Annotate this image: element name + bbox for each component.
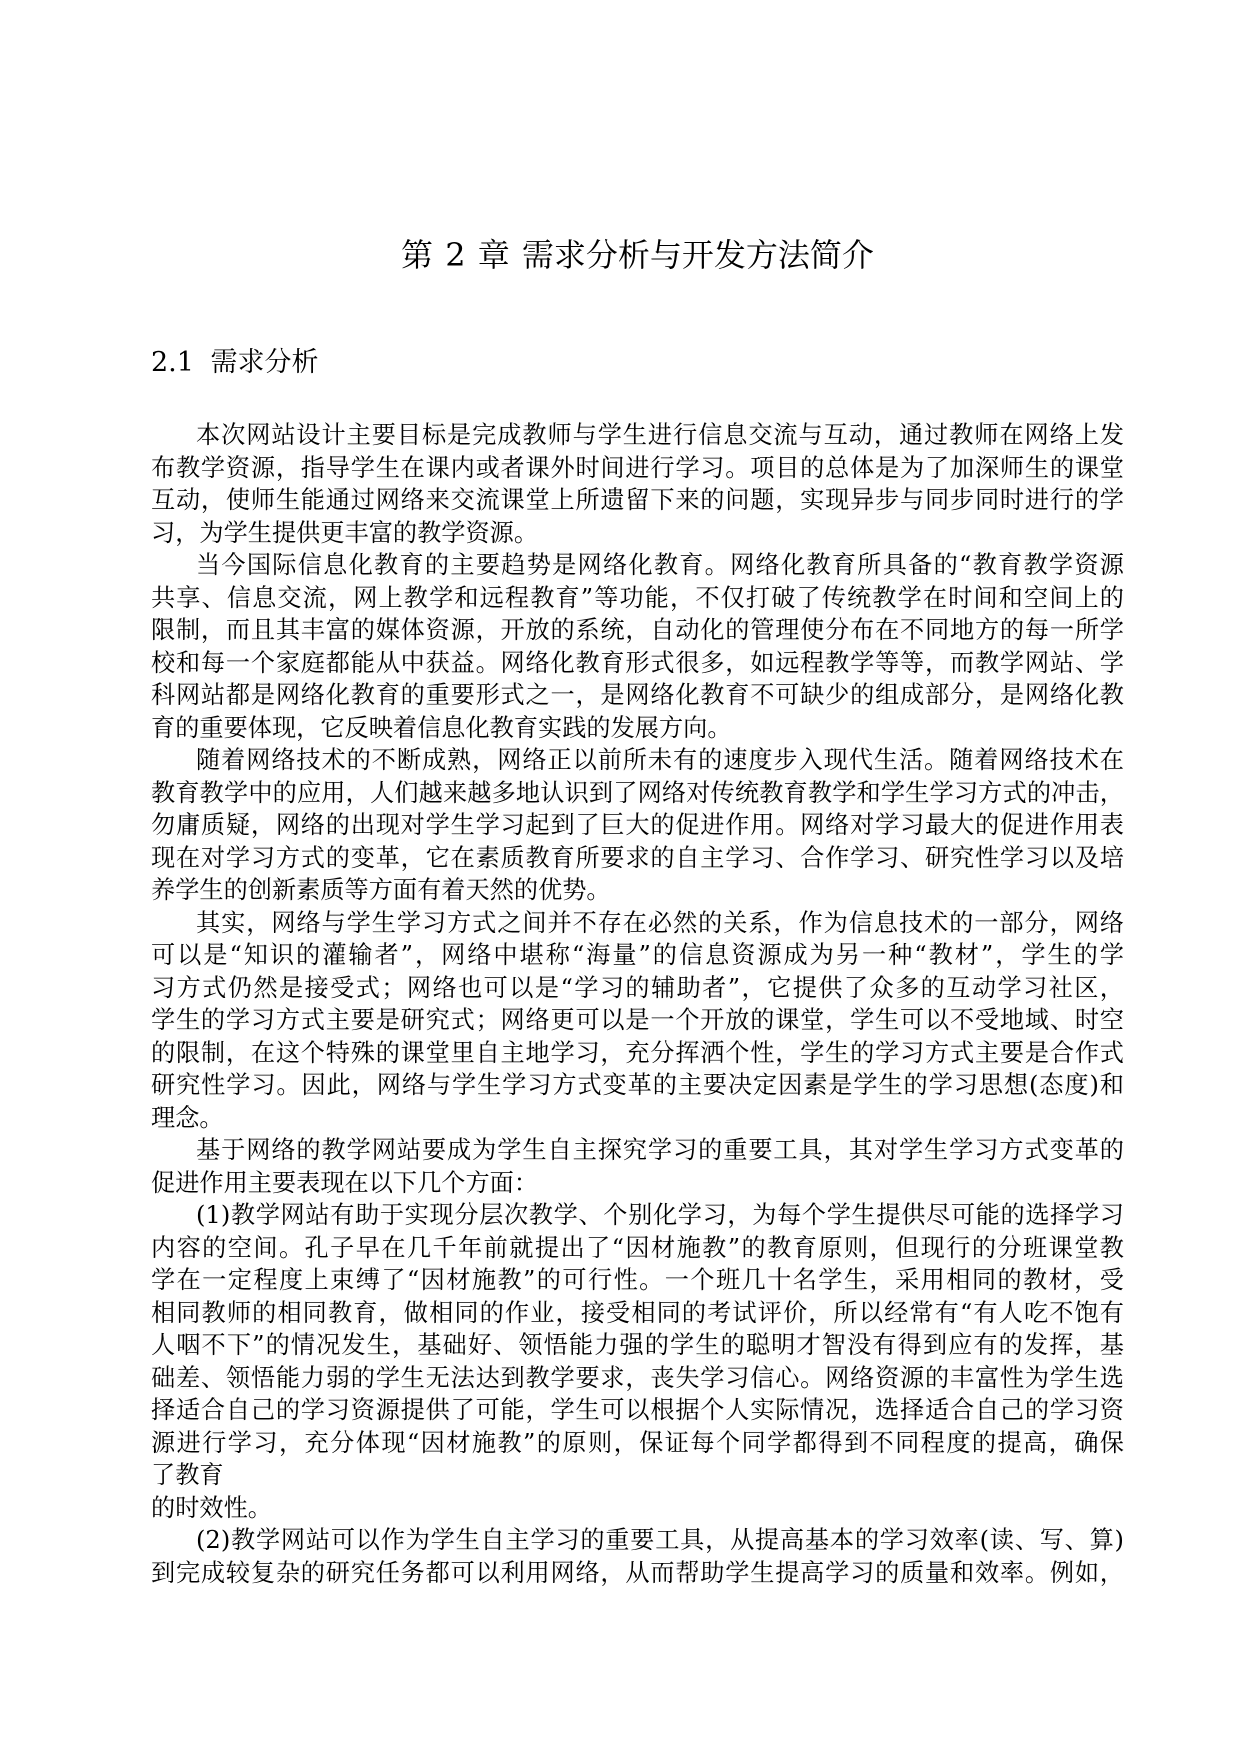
paragraph-line: 校和每一个家庭都能从中获益。网络化教育形式很多，如远程教学等等，而教学网站、学: [151, 648, 1124, 677]
paragraph-line: 本次网站设计主要目标是完成教师与学生进行信息交流与互动，通过教师在网络上发: [196, 421, 1124, 449]
paragraph-line: 当今国际信息化教育的主要趋势是网络化教育。网络化教育所具备的“教育教学资源: [196, 551, 1124, 579]
section-heading: 2.1 需求分析: [151, 347, 319, 378]
paragraph-line: 学在一定程度上束缚了“因材施教”的可行性。一个班几十名学生，采用相同的教材，受: [151, 1266, 1124, 1294]
paragraph-line: 可以是“知识的灌输者”，网络中堪称“海量”的信息资源成为另一种“教材”，学生的学: [151, 941, 1124, 969]
paragraph-line: 源进行学习，充分体现“因材施教”的原则，保证每个同学都得到不同程度的提高，确保: [151, 1428, 1124, 1457]
paragraph-line: (1)教学网站有助于实现分层次教学、个别化学习，为每个学生提供尽可能的选择学习: [196, 1201, 1124, 1229]
paragraph: [151, 419, 1124, 549]
paragraph-line: 勿庸质疑，网络的出现对学生学习起到了巨大的促进作用。网络对学习最大的促进作用表: [151, 811, 1124, 839]
paragraph-line: (2)教学网站可以作为学生自主学习的重要工具，从提高基本的学习效率(读、写、算): [196, 1526, 1124, 1554]
paragraph-line: 人咽不下”的情况发生，基础好、领悟能力强的学生的聪明才智没有得到应有的发挥，基: [151, 1331, 1124, 1359]
paragraph-line: 促进作用主要表现在以下几个方面：: [151, 1168, 539, 1197]
paragraph-line: 础差、领悟能力弱的学生无法达到教学要求，丧失学习信心。网络资源的丰富性为学生选: [151, 1363, 1124, 1392]
paragraph: [151, 1524, 1124, 1589]
paragraph-line: 的时效性。: [151, 1493, 272, 1522]
paragraph-line: 到完成较复杂的研究任务都可以利用网络，从而帮助学生提高学习的质量和效率。例如，: [151, 1558, 1124, 1587]
paragraph-line: 现在对学习方式的变革，它在素质教育所要求的自主学习、合作学习、研究性学习以及培: [151, 843, 1124, 872]
paragraph: [151, 549, 1124, 744]
paragraph-line: 布教学资源，指导学生在课内或者课外时间进行学习。项目的总体是为了加深师生的课堂: [151, 453, 1124, 482]
paragraph: [151, 1134, 1124, 1199]
paragraph-line: 研究性学习。因此，网络与学生学习方式变革的主要决定因素是学生的学习思想(态度)和: [151, 1071, 1124, 1099]
paragraph-line: 学生的学习方式主要是研究式；网络更可以是一个开放的课堂，学生可以不受地域、时空: [151, 1006, 1124, 1034]
paragraph-line: 互动，使师生能通过网络来交流课堂上所遗留下来的问题，实现异步与同步同时进行的学: [151, 486, 1124, 514]
paragraph-line: 的限制，在这个特殊的课堂里自主地学习，充分挥洒个性，学生的学习方式主要是合作式: [151, 1038, 1124, 1067]
body-text: [151, 419, 1124, 1589]
paragraph-line: 育的重要体现，它反映着信息化教育实践的发展方向。: [151, 713, 732, 742]
paragraph-line: 理念。: [151, 1103, 224, 1132]
paragraph-line: 了教育: [151, 1461, 224, 1489]
paragraph-line: 基于网络的教学网站要成为学生自主探究学习的重要工具，其对学生学习方式变革的: [196, 1136, 1124, 1164]
paragraph-line: 养学生的创新素质等方面有着天然的优势。: [151, 876, 611, 904]
paragraph-line: 随着网络技术的不断成熟，网络正以前所未有的速度步入现代生活。随着网络技术在: [196, 746, 1124, 774]
paragraph-line: 科网站都是网络化教育的重要形式之一，是网络化教育不可缺少的组成部分，是网络化教: [151, 681, 1124, 709]
paragraph-line: 教育教学中的应用，人们越来越多地认识到了网络对传统教育教学和学生学习方式的冲击，: [151, 778, 1124, 807]
paragraph: [151, 1199, 1124, 1524]
paragraph-line: 限制，而且其丰富的媒体资源，开放的系统，自动化的管理使分布在不同地方的每一所学: [151, 616, 1124, 644]
paragraph: [151, 744, 1124, 907]
paragraph: [151, 907, 1124, 1135]
paragraph-line: 择适合自己的学习资源提供了可能，学生可以根据个人实际情况，选择适合自己的学习资: [151, 1396, 1124, 1424]
paragraph-line: 内容的空间。孔子早在几千年前就提出了“因材施教”的教育原则，但现行的分班课堂教: [151, 1233, 1124, 1262]
paragraph-line: 相同教师的相同教育，做相同的作业，接受相同的考试评价，所以经常有“有人吃不饱有: [151, 1298, 1124, 1327]
paragraph-line: 习，为学生提供更丰富的教学资源。: [151, 518, 539, 547]
chapter-title: 第 2 章 需求分析与开发方法简介: [401, 236, 874, 274]
paragraph-line: 习方式仍然是接受式；网络也可以是“学习的辅助者”，它提供了众多的互动学习社区，: [151, 973, 1124, 1002]
paragraph-line: 共享、信息交流，网上教学和远程教育”等功能，不仅打破了传统教学在时间和空间上的: [151, 583, 1124, 612]
paragraph-line: 其实，网络与学生学习方式之间并不存在必然的关系，作为信息技术的一部分，网络: [196, 908, 1124, 937]
